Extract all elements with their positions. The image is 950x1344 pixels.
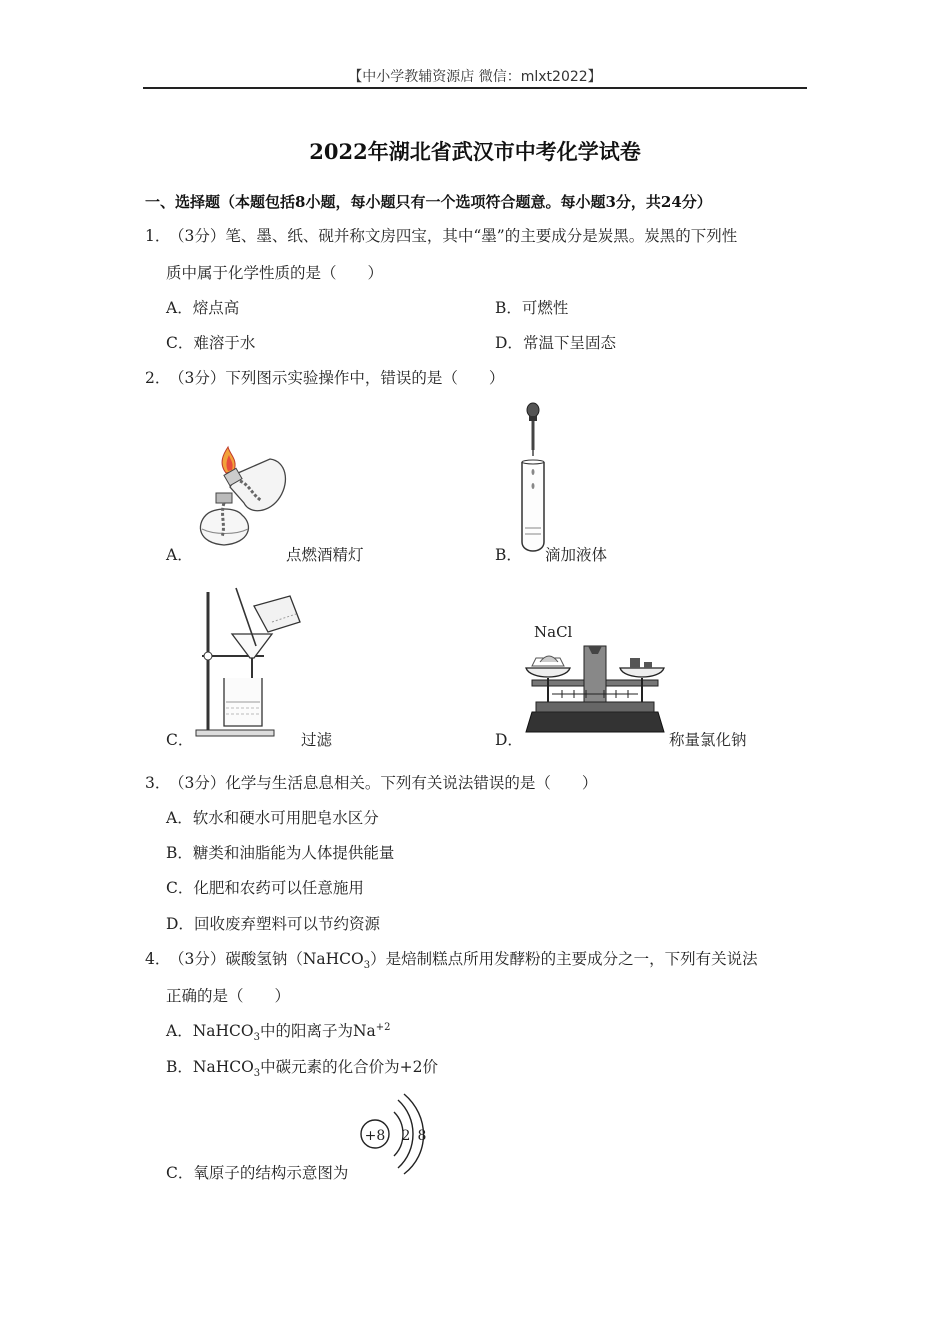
q3-number: 3． bbox=[145, 774, 171, 792]
q4-stem-pre: （3分）碳酸氢钠（NaHCO bbox=[169, 950, 364, 968]
header-rule bbox=[143, 87, 807, 89]
q4-stem-line1 bbox=[169, 950, 758, 972]
q2-option-b-caption: 滴加液体 bbox=[545, 546, 608, 564]
q2-option-b-letter: B． bbox=[495, 546, 522, 564]
q4-option-b-formula: NaHCO bbox=[192, 1058, 254, 1076]
q1-option-a bbox=[166, 301, 239, 317]
q4-option-a bbox=[166, 1021, 391, 1044]
q3-option-d-text: 回收废弃塑料可以节约资源 bbox=[193, 915, 380, 933]
q4-option-a-formula: NaHCO bbox=[192, 1022, 254, 1040]
q1-option-d-text: 常温下呈固态 bbox=[522, 334, 616, 352]
q4-stem-post: ）是焙制糕点所用发酵粉的主要成分之一，下列有关说法 bbox=[370, 950, 758, 968]
q1-option-c bbox=[166, 336, 255, 352]
q1-stem-line1: （3分）笔、墨、纸、砚并称文房四宝，其中“墨”的主要成分是炭黑。炭黑的下列性 bbox=[169, 227, 738, 245]
q4-option-b bbox=[166, 1058, 439, 1080]
oxygen-atom-structure-diagram bbox=[356, 1090, 440, 1176]
q2-option-c-caption: 过滤 bbox=[301, 731, 333, 749]
page-header: 【中小学教辅资源店 微信：mlxt2022】 bbox=[348, 69, 602, 85]
q3-option-b-letter: B． bbox=[166, 844, 193, 862]
page-title: 2022年湖北省武汉市中考化学试卷 bbox=[309, 139, 641, 164]
q1-stem-line2: 质中属于化学性质的是（ ） bbox=[166, 264, 384, 282]
q4-option-a-superscript: +2 bbox=[375, 1021, 391, 1033]
q1-option-d-letter: D． bbox=[495, 334, 523, 352]
q3-option-c bbox=[166, 881, 364, 897]
q3-option-c-letter: C． bbox=[166, 879, 194, 897]
q3-option-b bbox=[166, 846, 394, 862]
q3-option-c-text: 化肥和农药可以任意施用 bbox=[193, 879, 364, 897]
q3-option-b-text: 糖类和油脂能为人体提供能量 bbox=[192, 844, 395, 862]
q3-option-a bbox=[166, 811, 379, 827]
q2-option-d-letter: D． bbox=[495, 731, 523, 749]
q1-option-a-text: 熔点高 bbox=[192, 299, 240, 317]
dropper-test-tube-illustration bbox=[517, 402, 553, 562]
q1-option-b-letter: B． bbox=[495, 299, 522, 317]
shell1-electrons: 2 bbox=[401, 1128, 411, 1144]
q1-option-c-text: 难溶于水 bbox=[193, 334, 256, 352]
section-heading: 一、选择题（本题包括8小题，每小题只有一个选项符合题意。每小题3分，共24分） bbox=[145, 193, 712, 211]
q1-option-a-letter: A． bbox=[166, 299, 193, 317]
q1-option-c-letter: C． bbox=[166, 334, 194, 352]
alcohol-lamp-lighting-illustration bbox=[190, 445, 290, 553]
q4-option-a-text: 中的阳离子为Na bbox=[259, 1022, 376, 1040]
q2-number: 2． bbox=[145, 369, 171, 387]
balance-scale-illustration bbox=[522, 640, 668, 736]
q2-option-d-caption: 称量氯化钠 bbox=[669, 731, 747, 749]
q2-stem: （3分）下列图示实验操作中，错误的是（ ） bbox=[169, 369, 505, 387]
q4-stem-subscript: 3 bbox=[363, 960, 371, 972]
q1-option-b bbox=[495, 301, 568, 317]
q4-option-b-letter: B． bbox=[166, 1058, 193, 1076]
q2-option-a-caption: 点燃酒精灯 bbox=[286, 546, 364, 564]
q1-option-b-text: 可燃性 bbox=[521, 299, 569, 317]
q4-option-c bbox=[166, 1166, 348, 1182]
q2-option-c-letter: C． bbox=[166, 731, 194, 749]
shell2-electrons: 8 bbox=[417, 1128, 427, 1144]
nacl-label: NaCl bbox=[534, 623, 573, 641]
q3-stem: （3分）化学与生活息息相关。下列有关说法错误的是（ ） bbox=[169, 774, 598, 792]
q4-stem-line2: 正确的是（ ） bbox=[166, 987, 291, 1005]
q1-number: 1． bbox=[145, 227, 171, 245]
q3-option-d bbox=[166, 917, 380, 933]
q1-option-d bbox=[495, 336, 616, 352]
q4-option-c-text: 氧原子的结构示意图为 bbox=[193, 1164, 349, 1182]
q2-option-a-letter: A． bbox=[166, 546, 193, 564]
q4-option-b-subscript: 3 bbox=[253, 1068, 261, 1080]
q3-option-d-letter: D． bbox=[166, 915, 194, 933]
q4-option-b-text: 中碳元素的化合价为+2价 bbox=[260, 1058, 439, 1076]
q4-option-a-letter: A． bbox=[166, 1022, 193, 1040]
q4-option-c-letter: C． bbox=[166, 1164, 194, 1182]
q4-number: 4． bbox=[145, 950, 171, 968]
q3-option-a-letter: A． bbox=[166, 809, 193, 827]
nucleus-charge: +8 bbox=[364, 1128, 386, 1144]
filtration-apparatus-illustration bbox=[192, 586, 304, 738]
q3-option-a-text: 软水和硬水可用肥皂水区分 bbox=[192, 809, 379, 827]
q4-option-a-subscript: 3 bbox=[253, 1032, 260, 1044]
